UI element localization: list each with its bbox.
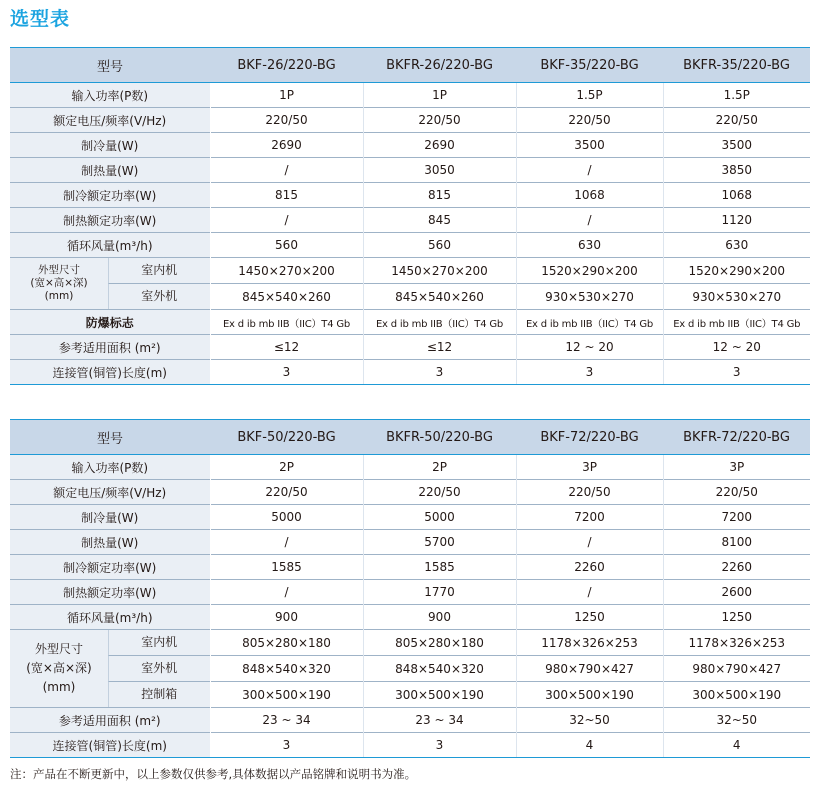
cell-value: 3850 xyxy=(663,158,810,183)
cell-value: 32~50 xyxy=(516,708,663,733)
cell-value: 930×530×270 xyxy=(663,284,810,310)
row-label: 输入功率(P数) xyxy=(10,455,210,480)
spec-table-2 xyxy=(10,419,810,758)
table-row xyxy=(10,133,810,158)
cell-value: 845 xyxy=(363,208,516,233)
cell-value: 1068 xyxy=(663,183,810,208)
cell-value: 3 xyxy=(210,360,363,385)
cell-value: 7200 xyxy=(663,505,810,530)
cell-value: ≤12 xyxy=(210,335,363,360)
cell-value: 1250 xyxy=(663,605,810,630)
table-row xyxy=(10,708,810,733)
table-row xyxy=(10,530,810,555)
row-label: 循环风量(m³/h) xyxy=(10,233,210,258)
cell-value: Ex d ib mb IIB（IIC）T4 Gb xyxy=(363,310,516,335)
cell-value: 1585 xyxy=(210,555,363,580)
dimension-label-line: (宽×高×深) xyxy=(26,661,92,675)
cell-value: 1068 xyxy=(516,183,663,208)
cell-value: / xyxy=(210,530,363,555)
cell-value: 3 xyxy=(363,733,516,758)
cell-value: 980×790×427 xyxy=(663,656,810,682)
model-name: BKFR-35/220-BG xyxy=(663,48,810,83)
table-row xyxy=(10,733,810,758)
cell-value: 3 xyxy=(663,360,810,385)
cell-value: 1.5P xyxy=(663,83,810,108)
row-label: 制冷额定功率(W) xyxy=(10,183,210,208)
cell-value: 12 ~ 20 xyxy=(663,335,810,360)
row-label: 制热量(W) xyxy=(10,530,210,555)
cell-value: 848×540×320 xyxy=(363,656,516,682)
row-label: 连接管(铜管)长度(m) xyxy=(10,733,210,758)
cell-value: 845×540×260 xyxy=(363,284,516,310)
cell-value: / xyxy=(210,580,363,605)
dimension-label-line: (mm) xyxy=(42,680,76,694)
cell-value: 12 ~ 20 xyxy=(516,335,663,360)
cell-value: 560 xyxy=(210,233,363,258)
cell-value: 1.5P xyxy=(516,83,663,108)
cell-value: 930×530×270 xyxy=(516,284,663,310)
cell-value: 630 xyxy=(663,233,810,258)
cell-value: 1178×326×253 xyxy=(663,630,810,656)
spec-table-1 xyxy=(10,47,810,385)
cell-value: 220/50 xyxy=(663,480,810,505)
cell-value: 1585 xyxy=(363,555,516,580)
cell-value: 300×500×190 xyxy=(516,682,663,708)
cell-value: 1520×290×200 xyxy=(663,258,810,284)
table-row xyxy=(10,555,810,580)
table-row xyxy=(10,310,810,335)
cell-value: 23 ~ 34 xyxy=(363,708,516,733)
cell-value: 1120 xyxy=(663,208,810,233)
cell-value: 980×790×427 xyxy=(516,656,663,682)
cell-value: 900 xyxy=(210,605,363,630)
table-row xyxy=(10,108,810,133)
sub-row-label: 室内机 xyxy=(108,258,210,283)
cell-value: 220/50 xyxy=(663,108,810,133)
row-label: 制冷量(W) xyxy=(10,133,210,158)
cell-value: 3 xyxy=(516,360,663,385)
table-row xyxy=(10,258,810,284)
cell-value: 4 xyxy=(516,733,663,758)
cell-value: 4 xyxy=(663,733,810,758)
row-label: 制冷量(W) xyxy=(10,505,210,530)
dimension-label-line: 外型尺寸 xyxy=(34,642,83,656)
cell-value: 2P xyxy=(210,455,363,480)
cell-value: 3P xyxy=(516,455,663,480)
table-row xyxy=(10,360,810,385)
cell-value: 2690 xyxy=(363,133,516,158)
cell-value: 300×500×190 xyxy=(663,682,810,708)
cell-value: 7200 xyxy=(516,505,663,530)
cell-value: 3 xyxy=(363,360,516,385)
cell-value: 630 xyxy=(516,233,663,258)
header-row xyxy=(10,48,810,83)
row-label: 制热额定功率(W) xyxy=(10,580,210,605)
page-title: 选型表 xyxy=(10,8,71,30)
cell-value: / xyxy=(516,530,663,555)
cell-value: 1178×326×253 xyxy=(516,630,663,656)
row-label: 循环风量(m³/h) xyxy=(10,605,210,630)
row-label: 输入功率(P数) xyxy=(10,83,210,108)
sub-row-label: 室外机 xyxy=(108,283,210,309)
cell-value: 5000 xyxy=(210,505,363,530)
cell-value: 845×540×260 xyxy=(210,284,363,310)
cell-value: 560 xyxy=(363,233,516,258)
table-row xyxy=(10,335,810,360)
row-label: 参考适用面积 (m²) xyxy=(10,708,210,733)
model-name: BKF-50/220-BG xyxy=(210,420,363,455)
cell-value: 1520×290×200 xyxy=(516,258,663,284)
row-label: 参考适用面积 (m²) xyxy=(10,335,210,360)
cell-value: 220/50 xyxy=(210,108,363,133)
header-row xyxy=(10,420,810,455)
cell-value: 815 xyxy=(210,183,363,208)
cell-value: / xyxy=(210,158,363,183)
cell-value: 5700 xyxy=(363,530,516,555)
cell-value: 805×280×180 xyxy=(363,630,516,656)
cell-value: Ex d ib mb IIB（IIC）T4 Gb xyxy=(210,310,363,335)
row-label: 制冷额定功率(W) xyxy=(10,555,210,580)
model-label: 型号 xyxy=(10,420,210,455)
cell-value: 3500 xyxy=(516,133,663,158)
model-name: BKF-26/220-BG xyxy=(210,48,363,83)
cell-value: 3 xyxy=(210,733,363,758)
cell-value: 2260 xyxy=(516,555,663,580)
cell-value: 3500 xyxy=(663,133,810,158)
sub-row-label: 室外机 xyxy=(108,655,210,681)
cell-value: 3050 xyxy=(363,158,516,183)
cell-value: 3P xyxy=(663,455,810,480)
table-row xyxy=(10,83,810,108)
sub-row-label: 室内机 xyxy=(108,630,210,655)
model-name: BKFR-50/220-BG xyxy=(363,420,516,455)
cell-value: 2260 xyxy=(663,555,810,580)
table-row xyxy=(10,505,810,530)
table-row xyxy=(10,455,810,480)
dimension-label xyxy=(10,630,210,708)
cell-value: 8100 xyxy=(663,530,810,555)
table-row xyxy=(10,158,810,183)
cell-value: 300×500×190 xyxy=(363,682,516,708)
cell-value: 805×280×180 xyxy=(210,630,363,656)
dimension-label xyxy=(10,258,210,310)
cell-value: Ex d ib mb IIB（IIC）T4 Gb xyxy=(663,310,810,335)
dimension-label-line: (宽×高×深) xyxy=(30,277,88,289)
cell-value: 900 xyxy=(363,605,516,630)
cell-value: 1450×270×200 xyxy=(363,258,516,284)
cell-value: 5000 xyxy=(363,505,516,530)
table-row xyxy=(10,233,810,258)
cell-value: 815 xyxy=(363,183,516,208)
row-label: 连接管(铜管)长度(m) xyxy=(10,360,210,385)
cell-value: 1P xyxy=(210,83,363,108)
dimension-label-line: (mm) xyxy=(44,290,74,302)
model-name: BKF-35/220-BG xyxy=(516,48,663,83)
cell-value: 1P xyxy=(363,83,516,108)
cell-value: 220/50 xyxy=(363,480,516,505)
table-row xyxy=(10,580,810,605)
row-label: 制热量(W) xyxy=(10,158,210,183)
footnote: 注：产品在不断更新中，以上参数仅供参考,具体数据以产品铭牌和说明书为准。 xyxy=(10,767,417,781)
cell-value: / xyxy=(210,208,363,233)
table-row xyxy=(10,605,810,630)
model-name: BKFR-26/220-BG xyxy=(363,48,516,83)
row-label: 额定电压/频率(V/Hz) xyxy=(10,480,210,505)
cell-value: 2P xyxy=(363,455,516,480)
cell-value: 1770 xyxy=(363,580,516,605)
cell-value: / xyxy=(516,580,663,605)
model-label: 型号 xyxy=(10,48,210,83)
sub-row-label: 控制箱 xyxy=(108,681,210,707)
model-name: BKFR-72/220-BG xyxy=(663,420,810,455)
cell-value: 23 ~ 34 xyxy=(210,708,363,733)
cell-value: 1450×270×200 xyxy=(210,258,363,284)
cell-value: ≤12 xyxy=(363,335,516,360)
cell-value: / xyxy=(516,158,663,183)
cell-value: 220/50 xyxy=(516,480,663,505)
table-row xyxy=(10,183,810,208)
row-label: 额定电压/频率(V/Hz) xyxy=(10,108,210,133)
cell-value: 220/50 xyxy=(210,480,363,505)
row-label: 防爆标志 xyxy=(10,310,210,335)
model-name: BKF-72/220-BG xyxy=(516,420,663,455)
table-row xyxy=(10,480,810,505)
cell-value: 220/50 xyxy=(363,108,516,133)
cell-value: 300×500×190 xyxy=(210,682,363,708)
table-row xyxy=(10,208,810,233)
row-label: 制热额定功率(W) xyxy=(10,208,210,233)
dimension-label-line: 外型尺寸 xyxy=(38,264,80,276)
cell-value: 1250 xyxy=(516,605,663,630)
cell-value: Ex d ib mb IIB（IIC）T4 Gb xyxy=(516,310,663,335)
cell-value: 32~50 xyxy=(663,708,810,733)
cell-value: 2690 xyxy=(210,133,363,158)
cell-value: 220/50 xyxy=(516,108,663,133)
cell-value: 848×540×320 xyxy=(210,656,363,682)
cell-value: / xyxy=(516,208,663,233)
table-row xyxy=(10,630,810,656)
cell-value: 2600 xyxy=(663,580,810,605)
